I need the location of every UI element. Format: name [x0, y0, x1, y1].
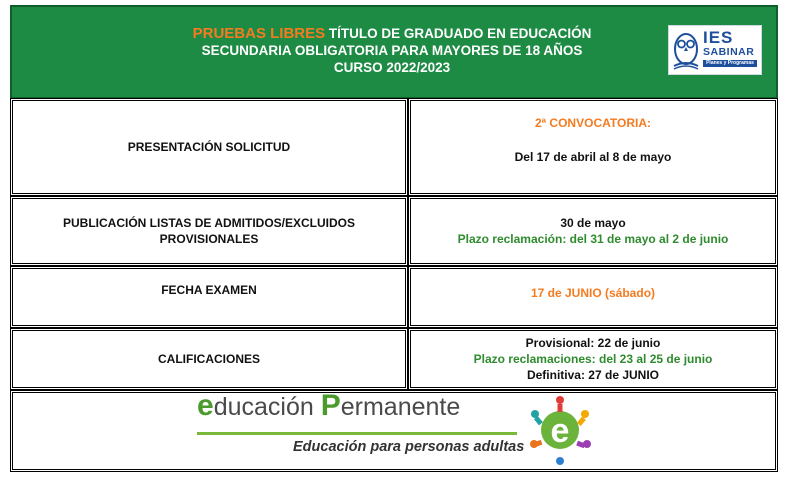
- footer-cell: [10, 390, 778, 472]
- logo-main-text: IES: [703, 28, 734, 47]
- row-label: PRESENTACIÓN SOLICITUD: [127, 140, 291, 154]
- label-cell: [10, 98, 408, 196]
- value-cell: [408, 266, 778, 328]
- grades-claim-period: Plazo reclamaciones: del 23 al 25 de junio: [473, 352, 713, 366]
- listas-date: 30 de mayo: [560, 216, 626, 230]
- title-line-2: SECUNDARIA OBLIGATORIA PARA MAYORES DE 18 AÑOS: [201, 43, 583, 58]
- solicitud-dates: Del 17 de abril al 8 de mayo: [514, 150, 672, 164]
- row-listas: [10, 196, 778, 266]
- title-rest: TÍTULO DE GRADUADO EN EDUCACIÓN: [325, 26, 592, 41]
- ep-word-1: ducación: [213, 393, 321, 421]
- grades-final: Definitiva: 27 de JUNIO: [526, 368, 660, 382]
- people-circle-icon: [527, 394, 593, 466]
- row-label: FECHA EXAMEN: [161, 283, 257, 297]
- row-footer: [10, 390, 778, 472]
- convocatoria-label: 2ª CONVOCATORIA:: [534, 116, 651, 130]
- listas-claim-period: Plazo reclamación: del 31 de mayo al 2 de junio: [457, 232, 729, 246]
- row-examen: [10, 266, 778, 328]
- svg-text:e: e: [550, 412, 570, 450]
- label-cell: [10, 266, 408, 328]
- value-cell: [408, 196, 778, 266]
- ep-letter-p: P: [320, 389, 341, 422]
- ep-logo-title: [197, 389, 461, 422]
- row-label-line-2: PROVISIONALES: [159, 232, 259, 246]
- row-label: CALIFICACIONES: [158, 352, 260, 366]
- ep-letter-e: e: [197, 389, 214, 422]
- row-solicitud: [10, 98, 778, 196]
- owl-icon: [672, 29, 700, 71]
- ep-logo-underline: [197, 432, 517, 435]
- grades-provisional: Provisional: 22 de junio: [525, 336, 661, 350]
- value-cell: [408, 328, 778, 390]
- value-cell: [408, 98, 778, 196]
- logo-tagline: Planes y Programas: [706, 60, 754, 66]
- title-highlight: PRUEBAS LIBRES: [192, 25, 326, 42]
- logo-tagline-bar: [703, 60, 757, 67]
- row-calificaciones: [10, 328, 778, 390]
- logo-sub-text: SABINAR: [703, 46, 755, 58]
- ep-logo-subtitle: Educación para personas adultas: [293, 439, 525, 455]
- row-label-line-1: PUBLICACIÓN LISTAS DE ADMITIDOS/EXCLUIDOS: [62, 216, 355, 230]
- label-cell: [10, 328, 408, 390]
- educacion-permanente-logo: [197, 389, 597, 466]
- exam-date: 17 de JUNIO (sábado): [530, 286, 656, 300]
- ies-sabinar-logo: [668, 25, 762, 75]
- header-banner: [10, 5, 778, 99]
- title-line-3: CURSO 2022/2023: [333, 60, 451, 75]
- header-title: [82, 25, 702, 76]
- calendar-document: [10, 5, 778, 473]
- ep-word-2: ermanente: [340, 393, 461, 421]
- label-cell: [10, 196, 408, 266]
